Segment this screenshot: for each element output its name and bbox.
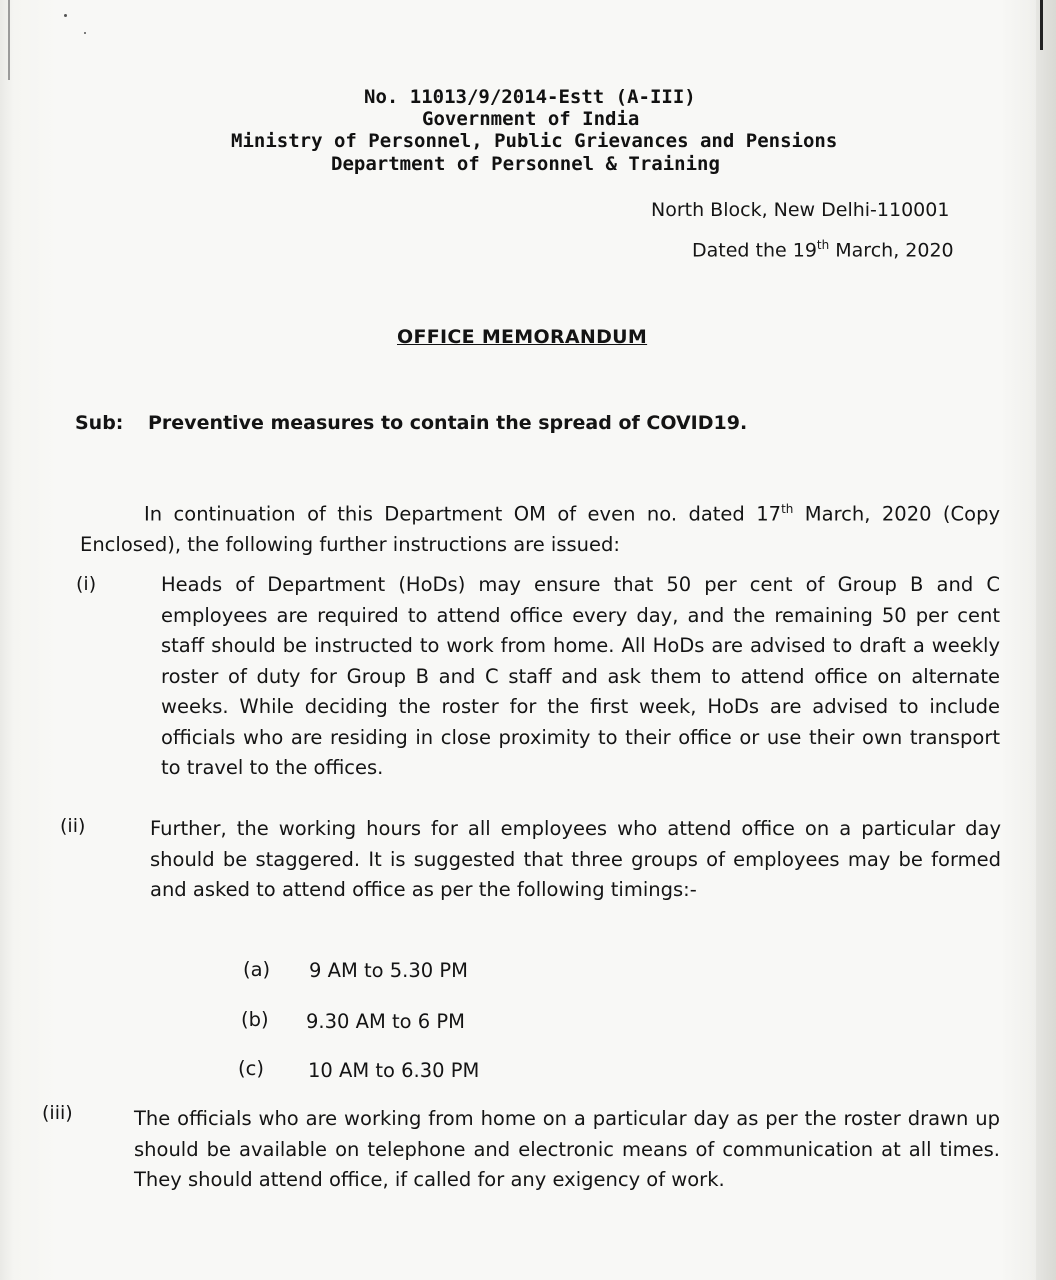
subject-label: Sub: <box>75 412 124 434</box>
intro-text-a: In continuation of this Department OM of even no. dated 17 <box>144 502 782 526</box>
ministry-line: Ministry of Personnel, Public Grievances and Pensions <box>231 130 838 152</box>
item-paragraph: The officials who are working from home on a particular day as per the roster drawn up should be available on telephone and electronic means of communication at all times. They should attend office, if called for any exigency of work. <box>134 1107 1000 1191</box>
department-line: Department of Personnel & Training <box>331 153 720 175</box>
intro-paragraph <box>80 494 1000 560</box>
item-number: (i) <box>76 573 97 595</box>
scan-mark <box>1040 0 1043 50</box>
scan-edge-left <box>8 0 10 80</box>
file-number: No. 11013/9/2014-Estt (A-III) <box>364 86 696 108</box>
timing-label: (a) <box>243 958 271 981</box>
address-line: North Block, New Delhi-110001 <box>651 199 950 221</box>
timing-label: (b) <box>241 1008 269 1031</box>
date-line <box>692 238 954 261</box>
intro-sup: th <box>781 502 794 516</box>
scan-edge-right <box>1036 0 1056 1280</box>
item-number: (ii) <box>60 815 86 837</box>
timing-value: 10 AM to 6.30 PM <box>308 1059 480 1082</box>
timing-value: 9.30 AM to 6 PM <box>306 1010 465 1033</box>
date-suffix: March, 2020 <box>829 239 954 262</box>
subject-text: Preventive measures to contain the spread of COVID19. <box>148 412 748 434</box>
item-number: (iii) <box>42 1102 73 1124</box>
date-prefix: Dated the 19 <box>692 239 817 262</box>
item-paragraph: Heads of Department (HoDs) may ensure that 50 per cent of Group B and C employees are required to attend office every day, and the remaining 50 per cent staff should be instructed to work from home. All HoDs are advised to draft a weekly roster of duty for Group B and C staff and ask them to attend office on alternate weeks. While deciding the roster for the first week, HoDs are advised to include officials who are residing in close proximity to their office or use their own transport to travel to the offices. <box>161 573 1000 779</box>
date-sup: th <box>816 238 830 252</box>
item-paragraph: Further, the working hours for all employees who attend office on a particular day should be staggered. It is suggested that three groups of employees may be formed and asked to attend office as per the following timings:- <box>150 817 1001 901</box>
government-line: Government of India <box>422 108 640 130</box>
timing-label: (c) <box>238 1057 264 1080</box>
scan-speck <box>84 32 86 34</box>
intro-text-b: March, 2020 (Copy Enclosed), the following further instructions are issued: <box>80 502 1001 556</box>
memo-title: OFFICE MEMORANDUM <box>397 326 648 348</box>
scan-speck <box>64 14 67 17</box>
timing-value: 9 AM to 5.30 PM <box>309 959 468 982</box>
